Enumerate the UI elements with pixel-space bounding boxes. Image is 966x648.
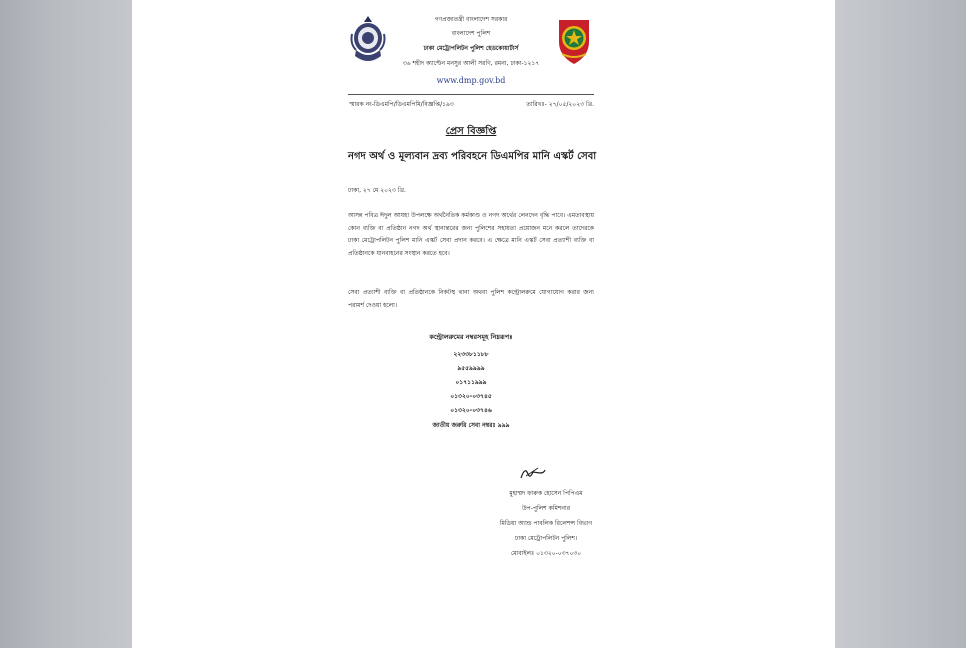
control-room-number: ২২৩৩৮১১৮৮ [453, 351, 489, 358]
signatory-designation: উপ-পুলিশ কমিশনার [521, 505, 571, 512]
header-police: বাংলাদেশ পুলিশ [451, 30, 491, 37]
control-room-number: ০১৭১১৯৯৯ [455, 379, 487, 386]
header-government: গণপ্রজাতন্ত্রী বাংলাদেশ সরকার [434, 16, 508, 23]
signatory-mobile: মোবাইলঃ ০১৩২০-০৩৭০৩০ [510, 550, 582, 557]
background-right-panel [835, 0, 966, 648]
press-release-title: প্রেস বিজ্ঞপ্তি [445, 126, 497, 137]
website-link[interactable]: www.dmp.gov.bd [436, 76, 506, 85]
header-divider [348, 94, 594, 95]
background-left-panel [0, 0, 132, 648]
memo-date: তারিখঃ- ২৭/০৫/২০২৩ খ্রি. [526, 101, 594, 108]
press-release [348, 0, 597, 648]
control-room-number: ০১৩২০-০৩৭৪৬ [450, 407, 492, 414]
signature-mark-icon [518, 464, 548, 482]
press-release-headline: নগদ অর্থ ও মূল্যবান দ্রব্য পরিবহনে ডিএমপির মানি এস্কর্ট সেবা [348, 151, 597, 162]
memo-reference: স্মারক নং-ডিএমপি/ডিএমপিমি/বিজ্ঞপ্তি/১৯৩ [349, 101, 454, 108]
signatory-division: মিডিয়া অ্যান্ড পাবলিক রিলেশন্স বিভাগ [499, 520, 593, 527]
header-dmp-hq: ঢাকা মেট্রোপলিটন পুলিশ হেডকোয়ার্টার্স [423, 45, 519, 52]
control-room-number: ৯৫৫৯৯৯৯ [457, 365, 485, 372]
control-room-number: ০১৩২০-০৩৭৪৫ [450, 393, 492, 400]
header-address: ৩৬ শহীদ ক্যাপ্টেন মনসুর আলী সরণি, রমনা, ঢাকা-১২১৭ [402, 60, 540, 67]
signatory-name: মুহাম্মদ ফারুক হোসেন পিপিএম [509, 490, 583, 497]
signatory-organization: ঢাকা মেট্রোপলিটন পুলিশ। [514, 535, 578, 542]
national-emergency-number: জাতীয় জরুরি সেবা নম্বরঃ ৯৯৯ [432, 422, 510, 429]
document-page [132, 0, 835, 648]
body-paragraph-1: আসন্ন পবিত্র ঈদুল আযহা উপলক্ষে অর্থনৈতিক কর্মকাণ্ড ও নগদ অর্থের লেনদেন বৃদ্ধি পাবে। এমতাবস্থায় কোন ব্যক্তি বা প্রতিষ্ঠান নগদ অর্থ স্থানান্তরের জন্য পুলিশের সহায়তা প্রয়োজন মনে করলে তাদেরকে ঢাকা মেট্রোপলিটন পুলিশ মানি এস্কর্ট সেবা প্রদান করবে। এ ক্ষেত্রে মানি এস্কর্ট সেবা প্রত্যাশী ব্যক্তি বা প্রতিষ্ঠানকে যানবাহনের সংস্থান করতে হবে। [348, 212, 594, 257]
control-room-heading: কন্ট্রোলরুমের নম্বরসমূহ নিম্নরূপঃ [429, 333, 513, 341]
dateline: ঢাকা, ২৭ মে ২০২৩ খ্রি. [348, 187, 406, 194]
body-paragraph-2: সেবা প্রত্যাশী ব্যক্তি বা প্রতিষ্ঠানকে নিকটস্থ থানা অথবা পুলিশ কন্ট্রোলরুমে যোগাযোগ করার জন্য পরামর্শ দেওয়া হলো। [348, 289, 594, 309]
